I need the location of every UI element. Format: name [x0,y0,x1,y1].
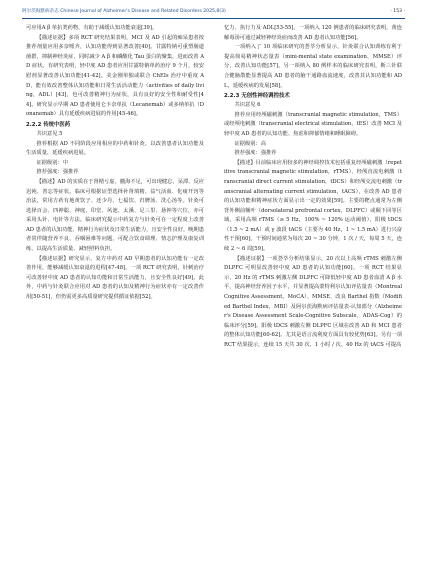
right-column [224,24,402,569]
article-body [26,24,402,569]
section-heading: 2.2.3 无创性神经调控技术 [224,93,290,100]
recommendation: 推荐应用经颅磁刺激（transcranial magnetic stimulation，TMS）或经颅电刺激（transcranial electrical stimulation，tES）改善 MCI 及轻中度 AD 患者的认知功能、焦虑和抑郁情绪和睡眠障碍。 [224,111,402,137]
paragraph: 一项纳入了 10 项临床研究的荟萃分析显示，针灸联合认知训练有利于提高简易精神状态量表（mini-mental state examination，MMSE）评分，改善认知功能[57]。另一项纳入 80 例样本的临床研究表明，靳三针联合健脑散能显著提高 AD 患者的脑干通路血流速度，改善其认知功能和 ADL，延缓疾病的发展[58]。 [224,44,402,89]
paragraph: 忆力、执行力及 ADL[53-55]。一项纳入 120 例患者的临床研究表明，黄连解毒汤可通过减轻神经炎症而改善 AD 患者认知功能[56]。 [224,25,402,41]
description-paragraph: 【描述】目前临床应用较多的神经调控技术包括重复经颅磁刺激（repetitive transcranial magnetic stimulation，rTMS）、经颅直流电刺激（transcranial direct current stimulation，tDCS）和经颅交流电刺激（transcranial alternating current stimulation，tACS），在改善 AD 患者的认知功能和精神症状方面显示出一定的效果[59]。主要的靶点通常为左侧背外侧前额叶（dorsolateral prefrontal cortex，DLPFC）或颞下回等区域，采用高频 rTMS（≥ 5 Hz，100% ~ 120% 运动阈值），阳极 tDCS（1.5 ~ 2 mA）或 γ 波段 tACS（主要为 40 Hz，1 ~ 1.5 mA）进行兴奋性干预[60]。干预时间通常为每次 20 ~ 30 分钟，1 次 / 天，每周 5 天，连续 2 ~ 6 周[59]。 [224,159,402,253]
recommendation-strength: 推荐强度：强推荐 [234,150,277,157]
recommendation-strength: 推荐强度：强推荐 [36,169,79,176]
evidence-paragraph: 【描述证据】研究显示，复方中药对 AD 早期患者的认知功能有一定改善作用，能够减缓认知衰退的进程[47-48]。一项 RCT 研究表明，针刺治疗可改善轻中度 AD 患者的认知功能和日常生活能力，且安全性良好[49]。此外，中药与针灸联合应用对 AD 患者的认知及精神行为症状亦有一定改善作用[50-51]，但仍需更多高质量研究提供循证依据[52]。 [26,255,204,301]
evidence-level: 证据级别：高 [234,140,266,147]
section-heading: 2.2.2 传统中医药 [26,121,71,128]
header-rule [22,18,405,19]
description-paragraph: 【描述】AD 的实质在于肾精亏虚、髓海不足，可出现健忘、呆滞、反应迟钝、善忘等症状。临床可根据证型选择补肾填精、益气活血、化痰开窍等治法，常用方药有地黄饮子、还少丹、七福饮、归脾汤、洗心汤等。针灸可选择百会、四神聪、神庭、印堂、风池、太溪、足三里、悬钟等穴位，亦可采用头针、电针等方法。临床研究提示中药复方与针灸可在一定程度上改善 AD 患者的认知功能、精神行为症状及日常生活能力，且安全性良好。晚期患者常伴随营养不良、吞咽困难等问题，可配合饮食调理、情志护理及康复训练，以提高生活质量、减轻照料负担。 [26,178,204,253]
journal-title: 阿尔茨海默病杂志 Chinese Journal of Alzheimer's Disease and Related Disorders 2025,8(3) [22,9,226,14]
paragraph: 可应用A β 单抗类药物，有助于减缓认知功能衰退[39]。 [26,25,158,31]
recommendation: 推荐根据 AD 不同阶段应用相应的中药和针灸，以改善患者认知功能及生活质量，延缓疾病进展。 [26,140,204,157]
paragraph: 【描述证据】多项 RCT 研究结果表明，MCI 及 AD 引起的痴呆患者按推荐剂量应用多奈哌齐，认知功能得到显著改善[40]。甘露特钠可重塑肠道菌群，抑制神经炎症，同时减少 A β 和磷酸化 Tau 蛋白的聚集，进而改善 AD 症状。有研究表明，轻中度 AD 患者应用甘露特钠单药治疗 9 个月，较安慰剂显著改善认知功能[41-42]。美金刚单独或联合 ChEIs 治疗中重度 AD，能有效改善整体认知功能和日常生活活动能力（activities of daily living，ADL）[43]，也可改善精神行为症状，具有良好的安全性和耐受性[44]。研究显示早期 AD 患者使用仑卡奈单抗（Lecanemab）或多纳单抗（Donanemab）具有延缓疾病进展的作用[45-46]。 [26,34,204,118]
consensus-label: 共识意见 6 [234,102,261,109]
consensus-label: 共识意见 5 [36,130,63,137]
evidence-level: 证据级别：中 [36,159,68,166]
left-column [26,24,204,569]
evidence-paragraph: 【描述证据】一项荟萃分析结果显示，20 次以上高频 rTMS 刺激左侧 DLPFC 可明显改善轻中度 AD 患者的认知功能[60]。一项 RCT 结果显示，20 Hz 的 rTMS 刺激左侧 DLPFC 可降低轻中度 AD 患者血清 A β 水平，提高神经营养因子水平，并显著提高蒙特利尔认知评估量表（Montreal Cognitive Assessment，MoCA）、MMSE、改良 Barthel 指数（Modified Barthel Index，MBI）及阿尔茨海默病评估量表-认知部分（Alzheimer's Disease Assessment Scale-Cognitive Subscale，ADAS-Cog）的临床评分[59]。阳极 tDCS 刺激左侧 DLPFC 区域在改善 AD 和 MCI 患者的整体认知功能[60-62]。尤其是语言流利度方面具有较优势[63]。另有一项 RCT 结果提示，连续 15 天共 30 次、1 小时 / 次、40 Hz 的 tACS 可提高 [224,255,402,348]
journal-header [22,6,405,18]
page-number: · 153 · [390,9,405,14]
